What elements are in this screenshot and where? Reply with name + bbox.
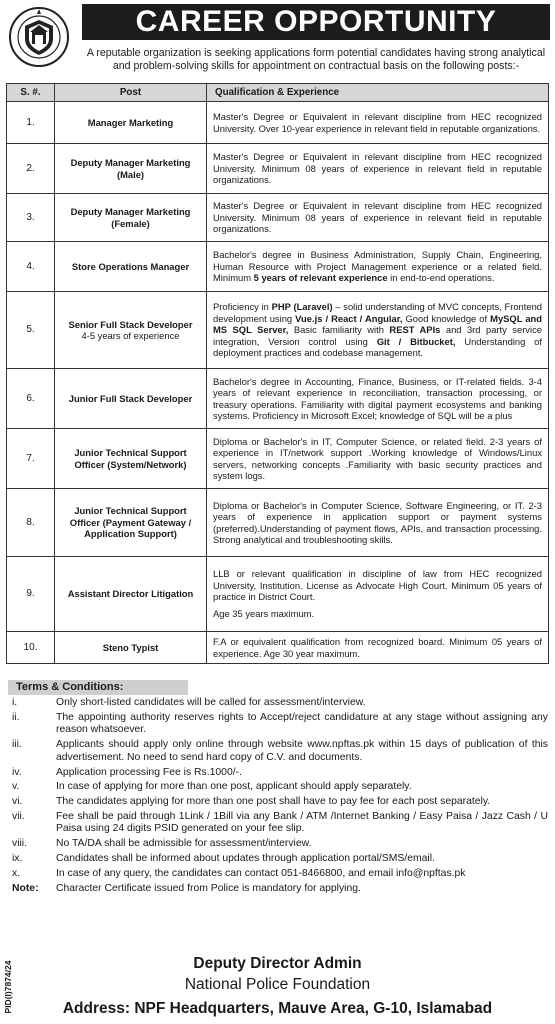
list-item: v. In case of applying for more than one post, applicant should apply separately. — [12, 781, 412, 793]
contact-title: Deputy Director Admin — [193, 955, 362, 972]
row-sn: 2. — [7, 144, 55, 194]
row-post: Steno Typist — [55, 632, 207, 664]
table-row — [7, 557, 549, 632]
table-header-row — [7, 84, 549, 102]
row-post: Junior Full Stack Developer — [55, 369, 207, 429]
row-sn: 6. — [7, 369, 55, 429]
row-post: Assistant Director Litigation — [55, 557, 207, 632]
list-item: i. Only short-listed candidates will be called for assessment/interview. — [12, 697, 366, 708]
note-item: Note: Character Certificate issued from Police is mandatory for applying. — [12, 882, 361, 894]
row-qualification: F.A or equivalent qualification from recognized board. Minimum 05 years of experience. Age 30 year maximum. — [207, 632, 549, 664]
row-post: Manager Marketing — [55, 102, 207, 144]
row-qualification: Bachelor's degree in Accounting, Finance, Business, or IT-related fields. 3-4 years of relevant experience in reconciliation, transaction processing, or treasury operations. Familiarity with digital payment ecosystems and banking systems. Proficiency in Microsoft Excel; knowledge of SQL will be a plus — [207, 369, 549, 429]
row-sn: 3. — [7, 194, 55, 242]
row-sn: 7. — [7, 429, 55, 489]
row-sn: 5. — [7, 292, 55, 369]
list-item: viii. No TA/DA shall be admissible for assessment/interview. — [12, 838, 312, 850]
row-qualification: Master's Degree or Equivalent in relevant discipline from HEC recognized University. Minimum 08 years of experience in relevant field in reputable organizations. — [207, 144, 549, 194]
pid-code: PID(I)7874/24 — [3, 960, 13, 1014]
row-sn: 1. — [7, 102, 55, 144]
row-qualification: Proficiency in PHP (Laravel) – solid understanding of MVC concepts, Frontend development using Vue.js / React / Angular, Good knowledge of MySQL and MS SQL Server, Basic familiarity with REST APIs and 3rd party service integration, Version control using Git / Bitbucket, Understanding of deployment practices and codebase management. — [207, 292, 549, 369]
posts-table — [6, 83, 549, 664]
list-item: vii. Fee shall be paid through 1Link / 1Bill via any Bank / ATM /Internet Banking / Easy Paisa / Jazz Cash / U Paisa using 24 digits PSID generated on your fee slip. — [12, 810, 548, 835]
list-item: ix. Candidates shall be informed about updates through application portal/SMS/email. — [12, 853, 435, 865]
row-post — [55, 292, 207, 369]
row-post: Junior Technical Support Officer (System/Network) — [55, 429, 207, 489]
table-row — [7, 102, 549, 144]
terms-heading: Terms & Conditions: — [8, 680, 188, 695]
list-item: iii. Applicants should apply only online through website www.npftas.pk within 15 days of publication of this advertisement. No need to send hard copy of C.V. and documents. — [12, 739, 548, 763]
list-item: iv. Application processing Fee is Rs.1000/-. — [12, 766, 242, 778]
row-sn: 9. — [7, 557, 55, 632]
list-item: ii. The appointing authority reserves rights to Accept/reject candidature at any stage without assigning any reason whatsoever. — [12, 711, 548, 736]
row-qualification: Master's Degree or Equivalent in relevant discipline from HEC recognized University. Minimum 08 years of experience in relevant field in reputable organizations. — [207, 194, 549, 242]
table-row — [7, 369, 549, 429]
intro-text: A reputable organization is seeking applications form potential candidates having strong analytical and problem-solving skills for appointment on contractual basis on the following posts:- — [86, 47, 546, 72]
header-qualification: Qualification & Experience — [207, 84, 549, 102]
header — [0, 0, 555, 82]
list-item: vi. The candidates applying for more than one post shall have to pay fee for each post separately. — [12, 796, 491, 808]
list-item: x. In case of any query, the candidates can contact 051-8466800, and email info@npftas.pk — [12, 867, 466, 879]
row-sn: 4. — [7, 242, 55, 292]
row-qualification: Master's Degree or Equivalent in relevant discipline from HEC recognized University. Over 10-year experience in relevant field in reputable organizations. — [207, 102, 549, 144]
row-post: Deputy Manager Marketing (Male) — [55, 144, 207, 194]
row-post: Junior Technical Support Officer (Payment Gateway / Application Support) — [55, 489, 207, 557]
npf-logo — [8, 6, 70, 68]
address: Address: NPF Headquarters, Mauve Area, G-10, Islamabad — [62, 1000, 493, 1017]
table-row — [7, 144, 549, 194]
row-sn: 8. — [7, 489, 55, 557]
table-row — [7, 292, 549, 369]
row-post: Store Operations Manager — [55, 242, 207, 292]
table-row — [7, 194, 549, 242]
header-post: Post — [55, 84, 207, 102]
row-qualification: Bachelor's degree in Business Administration, Supply Chain, Engineering, Human Resource with Project Management experience or a related field. Minimum 5 years of relevant experience in end-to-end operations. — [207, 242, 549, 292]
table-row — [7, 242, 549, 292]
row-post: Deputy Manager Marketing (Female) — [55, 194, 207, 242]
row-sn: 10. — [7, 632, 55, 664]
footer — [0, 950, 555, 1024]
table-row — [7, 429, 549, 489]
table-row — [7, 489, 549, 557]
row-qualification: Diploma or Bachelor's in Computer Science, Software Engineering, or IT. 2-3 years of experience in application support or payment systems (preferred).Understanding of payment flows, APIs, and transaction processing. Strong analytical and troubleshooting skills. — [207, 489, 549, 557]
organization-name: National Police Foundation — [184, 976, 371, 993]
row-qualification: LLB or relevant qualification in discipline of law from HEC recognized University, Institution. License as Advocate High Court. Minimum 05 years of practice in District Court. Age 35 years maximum. — [207, 557, 549, 632]
terms-list — [10, 697, 548, 897]
table-row — [7, 632, 549, 664]
page-title: CAREER OPPORTUNITY — [82, 4, 550, 40]
row-qualification: Diploma or Bachelor's in IT, Computer Science, or related field. 2-3 years of experience in IT/network support .Working knowledge of Windows/Linux servers, networking concepts .Familiarity with basic security practices and system logs. — [207, 429, 549, 489]
row-post-subtitle: 4-5 years of experience — [81, 330, 180, 341]
row-post-title: Senior Full Stack Developer — [68, 318, 193, 330]
header-sn: S. #. — [7, 84, 55, 102]
